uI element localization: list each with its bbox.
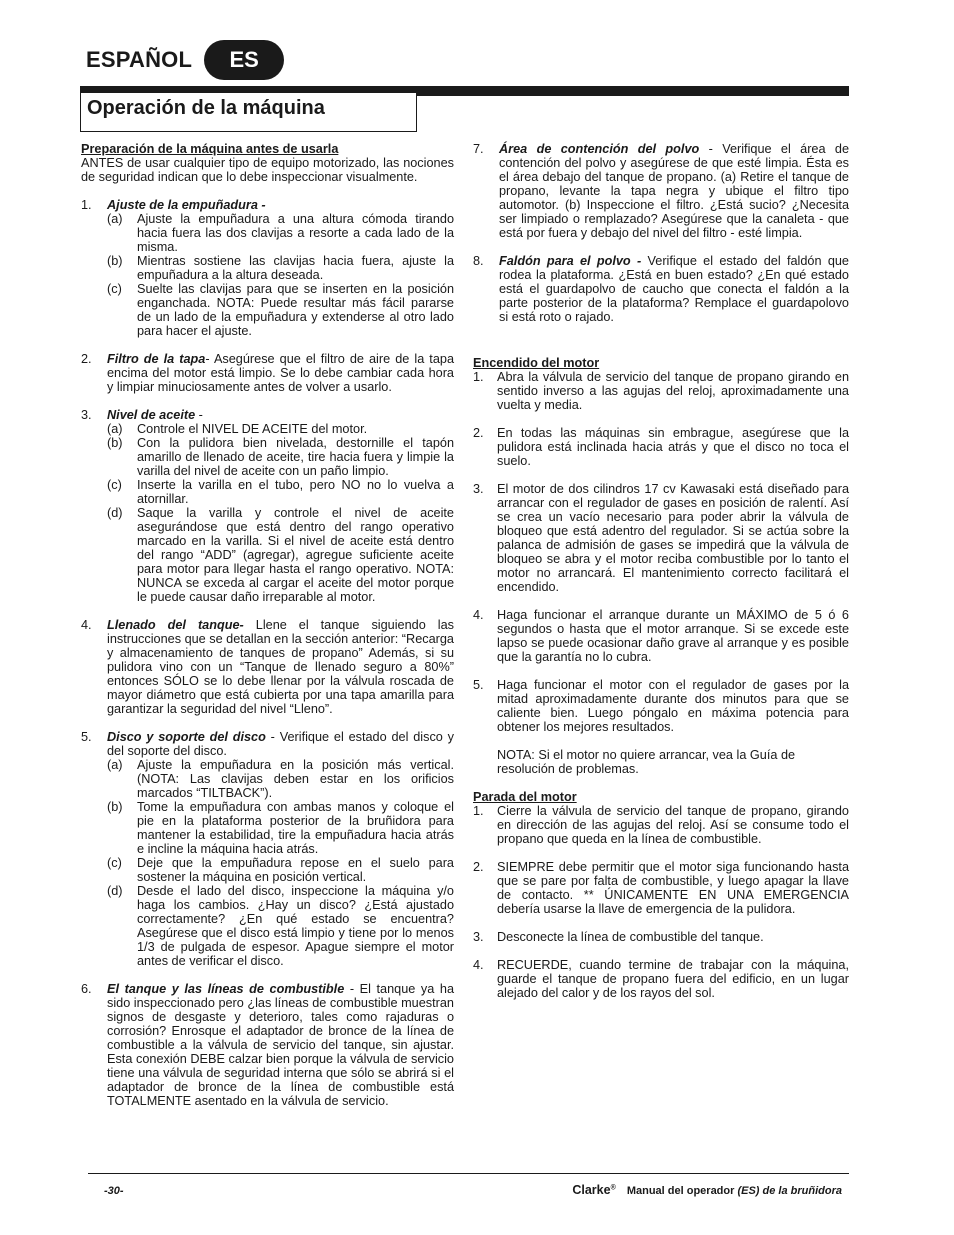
item-text: Llene el tanque siguiendo las instrucciones que se detallan en la sección anterior: “Recarga y almacenamiento de tanques de propano” Además, si su pulidora vino con un “Tanque de llenado seguro a 80%” entonces SÓLO se lo debe llenar por la válvula roscada de mayor diámetro que está cubierta por una tapa amarilla para garantizar la seguridad del nivel “Lleno”. — [107, 618, 454, 716]
list-item — [81, 618, 454, 716]
list-item — [81, 198, 454, 338]
sub-text: Ajuste la empuñadura en la posición más vertical. (NOTA: Las clavijas deben estar en los orificios marcados “TILTBACK”). — [137, 758, 454, 800]
language-badge: ES — [204, 40, 284, 80]
manual-code: (ES) — [737, 1185, 760, 1197]
sub-letter: (c) — [107, 856, 122, 870]
sub-letter: (b) — [107, 436, 123, 450]
item-text: Cierre la válvula de servicio del tanque de propano, girando en dirección de las agujas del reloj. Así se consume todo el propano que queda en la línea de combustible. — [497, 804, 849, 846]
list-item — [473, 254, 849, 324]
sub-item — [107, 884, 454, 968]
item-label: Faldón para el polvo - — [499, 254, 642, 268]
item-label: Nivel de aceite — [107, 408, 196, 422]
sub-letter: (d) — [107, 884, 123, 898]
sub-item — [107, 800, 454, 856]
item-label: El tanque y las líneas de combustible — [107, 982, 345, 996]
item-text: Abra la válvula de servicio del tanque de propano girando en sentido inverso a las agujas del reloj, aproximadamente una vuelta y media. — [497, 370, 849, 412]
sub-item — [107, 478, 454, 506]
item-label: Filtro de la tapa — [107, 352, 206, 366]
manual-title: Manual del operador — [626, 1185, 735, 1197]
footer-rule — [88, 1173, 849, 1174]
item-text: - Verifique el área de contención del polvo y asegúrese de que esté limpia. Ésta es el área debajo del tanque de propano. (a) Retire el tanque de propano, levante la tapa negra y ubique el filtro tipo automotor. (b) Inspeccione el filtro. ¿Está sucio? ¿Necesita ser limpiado o remplazado? Asegúrese que la canaleta - que está por fuera y debajo del nivel del filtro - esté limpia. — [499, 142, 850, 240]
list-item — [81, 982, 454, 1108]
item-number: 7. — [473, 142, 484, 156]
sub-text: Tome la empuñadura con ambas manos y coloque el pie en la plataforma posterior de la bruñidora para mantener la estabilidad, tire la empuñadura hacia atrás e incline la máquina hacia atrás. — [137, 800, 454, 856]
item-number: 5. — [473, 678, 484, 692]
item-text: En todas las máquinas sin embrague, asegúrese que la pulidora está inclinada hacia atrás y que el disco no toca el suelo. — [497, 426, 849, 468]
sub-text: Deje que la empuñadura repose en el suelo para sostener la máquina en posición vertical. — [137, 856, 454, 884]
prep-intro: ANTES de usar cualquier tipo de equipo motorizado, las nociones de seguridad indican que lo debe inspeccionar visualmente. — [81, 156, 454, 184]
language-title: ESPAÑOL — [86, 47, 193, 72]
sub-item — [107, 436, 454, 478]
sub-letter: (c) — [107, 282, 122, 296]
sub-letter: (a) — [107, 758, 123, 772]
right-column — [473, 142, 849, 1000]
item-text: Desconecte la línea de combustible del tanque. — [497, 930, 764, 944]
sub-item — [107, 212, 454, 254]
page-number: -30- — [104, 1185, 124, 1197]
sub-letter: (d) — [107, 506, 123, 520]
item-label: Disco y soporte del disco — [107, 730, 266, 744]
sub-text: Controle el NIVEL DE ACEITE del motor. — [137, 422, 368, 436]
item-number: 2. — [473, 860, 484, 874]
item-number: 3. — [81, 408, 92, 422]
item-text: - Verifique el estado del disco y del soporte del disco. — [107, 730, 455, 758]
sub-letter: (b) — [107, 254, 123, 268]
left-column — [81, 142, 454, 1108]
sub-item — [107, 506, 454, 604]
item-text: - Asegúrese que el filtro de aire de la tapa encima del motor está limpio. Se lo debe cambiar cada hora y limpiar minuciosamente antes de volver a usarlo. — [107, 352, 454, 394]
start-heading: Encendido del motor — [473, 356, 600, 370]
sub-item — [107, 282, 454, 338]
sub-text: Ajuste la empuñadura a una altura cómoda tirando hacia fuera las dos clavijas a resorte a cada lado de la misma. — [137, 212, 454, 254]
sub-item — [107, 422, 454, 436]
item-number: 8. — [473, 254, 484, 268]
list-item — [473, 958, 849, 1000]
sub-item — [107, 254, 454, 282]
sub-text: Mientras sostiene las clavijas hacia fuera, ajuste la empuñadura a la altura deseada. — [137, 254, 454, 282]
sub-letter: (a) — [107, 212, 123, 226]
sub-text: Con la pulidora bien nivelada, destornille el tapón amarillo de llenado de aceite, tire hacia fuera y limpie la varilla del nivel de aceite con un paño limpio. — [137, 436, 454, 478]
sub-item — [107, 856, 454, 884]
item-label: Área de contención del polvo — [499, 142, 700, 156]
list-item — [473, 370, 849, 412]
list-item — [473, 482, 849, 594]
language-header — [86, 40, 284, 80]
list-item — [473, 142, 849, 240]
list-item — [81, 408, 454, 422]
item-number: 1. — [473, 804, 484, 818]
item-number: 4. — [473, 608, 484, 622]
item-number: 4. — [473, 958, 484, 972]
list-item — [473, 678, 849, 734]
item-text: Haga funcionar el motor con el regulador de gases por la mitad aproximadamente durante dos minutos para que se caliente bien. Luego póngalo en máxima potencia para obtener los mejores resultados. — [497, 678, 849, 734]
item-label: Llenado del tanque- — [107, 618, 244, 632]
prep-heading: Preparación de la máquina antes de usarla — [81, 142, 339, 156]
section-title: Operación de la máquina — [87, 97, 325, 119]
sub-item — [107, 758, 454, 800]
sub-text: Desde el lado del disco, inspeccione la máquina y/o haga los cambios. ¿Hay un disco? ¿Está ajustado correctamente? ¿En qué estado se encuentra? Asegúrese que el disco está limpio y tiene por lo menos 1/3 de pulgada de espesor. Apague siempre el motor antes de verificar el disco. — [137, 884, 454, 968]
list-item — [473, 804, 849, 846]
item-text: - El tanque ya ha sido inspeccionado pero ¿las líneas de combustible muestran signos de desgaste y deterioro, tales como rajaduras o corrosión? Enrosque el adaptador de bronce de la línea de combustible a la válvula de servicio del tanque, sin ajustar. Esta conexión DEBE calzar bien porque la válvula de servicio tiene una válvula de seguridad interna que sólo se abrirá si el adaptador de bronce de la línea de combustible está TOTALMENTE asentado en la válvula de servicio. — [107, 982, 454, 1108]
item-label: Ajuste de la empuñadura - — [107, 198, 266, 212]
section-title-box — [80, 93, 417, 132]
item-text: RECUERDE, cuando termine de trabajar con la máquina, guarde el tanque de propano fuera del edificio, en un lugar alejado del calor y de los rayos del sol. — [497, 958, 849, 1000]
start-note — [473, 748, 849, 776]
item-text: Haga funcionar el arranque durante un MÁXIMO de 5 ó 6 segundos o hasta que el motor arranque. Si se excede este lapso se puede ocasionar daño grave al arranque y es posible que la garantía no lo cubra. — [497, 608, 849, 664]
list-item — [473, 930, 849, 944]
list-item — [473, 608, 849, 664]
list-item — [473, 860, 849, 916]
sub-letter: (c) — [107, 478, 122, 492]
stop-heading: Parada del motor — [473, 790, 577, 804]
item-number: 3. — [473, 482, 484, 496]
item-text: - — [195, 408, 203, 422]
sub-text: Suelte las clavijas para que se inserten en la posición enganchada. NOTA: Puede resultar más fácil pararse de un lado de la empuñadura y extenderse al otro lado para hacer el ajuste. — [137, 282, 454, 338]
registered-mark: ® — [610, 1184, 616, 1192]
sub-text: Saque la varilla y controle el nivel de aceite asegurándose que está dentro del rango operativo marcado en la varilla. Si el nivel de aceite está dentro del rango “ADD” (agregar), agregue suficiente aceite para motor para llegar hasta el rango operativo. NOTA: NUNCA se exceda al cargar el aceite del motor porque le puede causar daño irreparable al motor. — [137, 506, 454, 604]
sub-letter: (a) — [107, 422, 123, 436]
list-item — [81, 352, 454, 394]
manual-suffix: de la bruñidora — [762, 1185, 842, 1197]
item-number: 3. — [473, 930, 484, 944]
brand-name: Clarke — [572, 1183, 611, 1197]
sub-letter: (b) — [107, 800, 123, 814]
sub-text: Inserte la varilla en el tubo, pero NO no lo vuelva a atornillar. — [137, 478, 454, 506]
note-text: NOTA: Si el motor no quiere arrancar, vea la Guía de resolución de problemas. — [497, 748, 796, 776]
item-number: 1. — [473, 370, 484, 384]
item-number: 1. — [81, 198, 92, 212]
item-text: El motor de dos cilindros 17 cv Kawasaki está diseñado para arrancar con el regulador de gases en posición de ralentí. Así se crea un vacío necesario para poder abrir la válvula de bloqueo que está adentro del regulador. Si se actúa sobre la palanca de admisión de gases se impedirá que la válvula de bloqueo se abra y el motor reciba combustible por lo tanto el motor no arrancará. El mantenimiento correcto facilitará el encendido. — [497, 482, 849, 594]
item-text: SIEMPRE debe permitir que el motor siga funcionando hasta que se pare por falta de combustible, y luego apagar la llave de contacto. ** ÚNICAMENTE EN UNA EMERGENCIA debería usarse la llave de emergencia de la pulidora. — [497, 860, 849, 916]
list-item — [473, 426, 849, 468]
item-number: 2. — [473, 426, 484, 440]
item-number: 5. — [81, 730, 92, 744]
list-item — [81, 730, 454, 968]
item-number: 2. — [81, 352, 92, 366]
footer-manual — [572, 1183, 842, 1197]
item-number: 6. — [81, 982, 92, 996]
item-text: Verifique el estado del faldón que rodea la plataforma. ¿Está en buen estado? ¿En qué estado está el guardapolvo de caucho que conecta el faldón a la parte posterior de la plataforma? Remplace el guardapolovo si está roto o rajado. — [499, 254, 849, 324]
item-number: 4. — [81, 618, 92, 632]
